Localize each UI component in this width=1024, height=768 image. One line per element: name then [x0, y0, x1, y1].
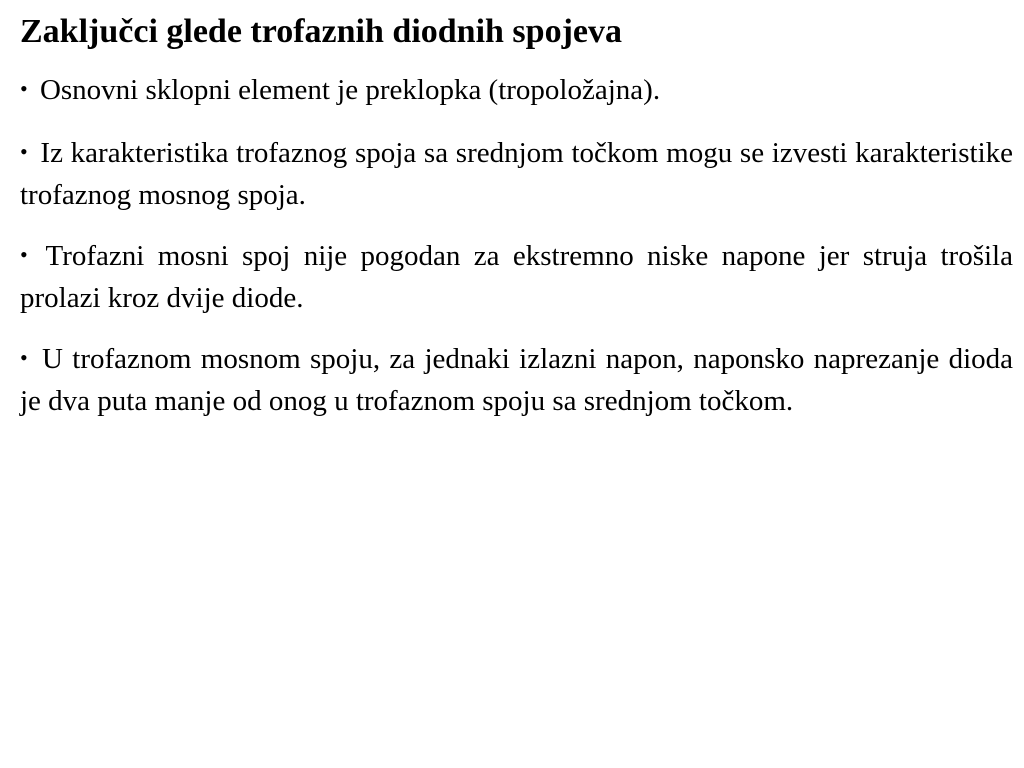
- bullet-list: [20, 70, 1013, 422]
- bullet-item: [20, 70, 1013, 113]
- bullet-text: Trofazni mosni spoj nije pogodan za ekstremno niske napone jer struja trošila prolazi kroz dvije diode.: [20, 239, 1013, 314]
- bullet-icon: •: [20, 138, 28, 164]
- bullet-text: Osnovni sklopni element je preklopka (tropoložajna).: [39, 74, 661, 106]
- bullet-item: [20, 133, 1013, 216]
- bullet-icon: •: [20, 76, 28, 101]
- slide: [20, 8, 1013, 442]
- bullet-text: Iz karakteristika trofaznog spoja sa srednjom točkom mogu se izvesti karakteristike trofaznog mosnog spoja.: [20, 136, 1013, 211]
- bullet-icon: •: [20, 344, 28, 370]
- slide-title: Zaključci glede trofaznih diodnih spojeva: [20, 13, 622, 50]
- bullet-item: [20, 236, 1013, 319]
- bullet-item: [20, 339, 1013, 422]
- bullet-icon: •: [20, 241, 28, 267]
- bullet-text: U trofaznom mosnom spoju, za jednaki izlazni napon, naponsko naprezanje dioda je dva puta manje od onog u trofaznom spoju sa srednjom točkom.: [20, 342, 1014, 417]
